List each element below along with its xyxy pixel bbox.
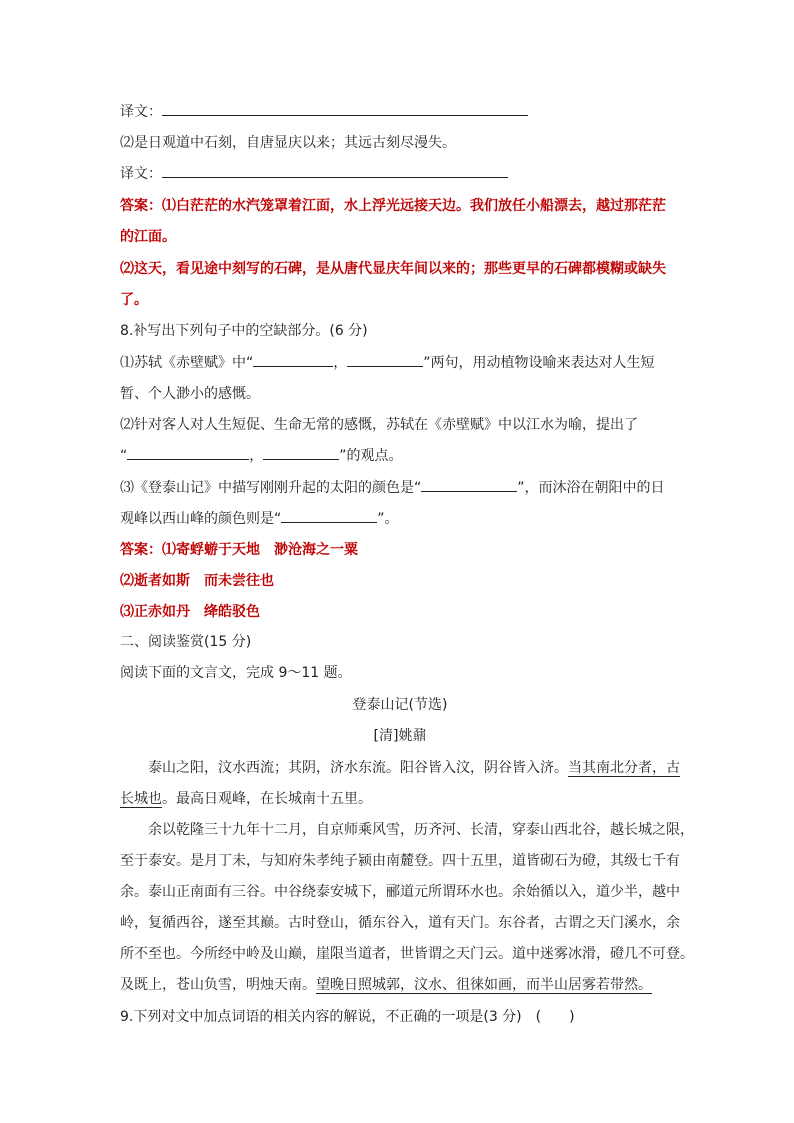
text-span: ，: [333, 355, 348, 371]
answer-blank: [162, 101, 528, 116]
fill-blank: [347, 352, 423, 367]
passage-paragraph-2-line-4: 岭，复循西谷，遂至其巅。古时登山，循东谷入，道有天门。东谷者，古谓之天门溪水，余: [120, 915, 680, 931]
question-8-1-line-1: [120, 352, 655, 374]
answer-8-1: 答案：⑴寄蜉蝣于天地 渺沧海之一粟: [120, 542, 358, 558]
passage-paragraph-1-line-2: [120, 788, 372, 810]
answer-8-2: ⑵逝者如斯 而未尝往也: [120, 573, 274, 589]
question-8-3-line-2: [120, 508, 399, 530]
text-span: ⑶《登泰山记》中描写刚刚升起的太阳的颜色是“: [120, 480, 422, 496]
text-span: ”，而沐浴在朝阳中的日: [517, 480, 665, 496]
question-8-2-line-1: ⑵针对客人对人生短促、生命无常的感慨，苏轼在《赤壁赋》中以江水为喻，提出了: [120, 417, 638, 433]
translation-line-1: [120, 101, 528, 123]
underlined-sentence: 当其南北分者，古: [568, 760, 680, 776]
passage-paragraph-2-line-6: [120, 974, 652, 996]
reading-instruction: 阅读下面的文言文，完成 9～11 题。: [120, 665, 352, 681]
answer-blank: [162, 163, 508, 178]
text-span: ”两句，用动植物设喻来表达对人生短: [423, 355, 655, 371]
text-span: ”。: [377, 511, 399, 527]
underlined-sentence: 长城也: [120, 791, 162, 807]
passage-paragraph-2-line-3: 余。泰山正南面有三谷。中谷绕泰安城下，郦道元所谓环水也。余始循以入，道少半，越中: [120, 884, 680, 900]
question-sentence-2: ⑵是日观道中石刻，自唐显庆以来；其远古刻尽漫失。: [120, 135, 456, 151]
answer-1-line-1: 答案：⑴白茫茫的水汽笼罩着江面，水上浮光远接天边。我们放任小船漂去，越过那茫茫: [120, 198, 666, 214]
passage-paragraph-2-line-5: 所不至也。今所经中岭及山巅，崖限当道者，世皆谓之天门云。道中迷雾冰滑，磴几不可登。: [120, 946, 694, 962]
passage-author: [清]姚鼐: [373, 728, 427, 744]
text-span: 泰山之阳，汶水西流；其阴，济水东流。阳谷皆入汶，阴谷皆入济。: [148, 760, 568, 776]
text-span: 及既上，苍山负雪，明烛天南。: [120, 977, 316, 993]
section-heading: 二、阅读鉴赏(15 分): [120, 634, 252, 650]
question-8-title: 8.补写出下列句子中的空缺部分。(6 分): [120, 323, 368, 339]
translation-label: 译文：: [120, 166, 162, 182]
answer-1-line-2: 的江面。: [120, 229, 176, 245]
translation-line-2: [120, 163, 508, 185]
fill-blank: [263, 445, 339, 460]
question-9: 9.下列对文中加点词语的相关内容的解说，不正确的一项是(3 分) ( ): [120, 1009, 575, 1025]
text-span: ，: [249, 448, 264, 464]
text-span: ”的观点。: [339, 448, 403, 464]
passage-paragraph-1-line-1: [120, 757, 680, 779]
question-8-3-line-1: [120, 477, 665, 499]
question-8-1-line-2: 暂、个人渺小的感慨。: [120, 386, 260, 402]
translation-label: 译文：: [120, 104, 162, 120]
text-span: 。最高日观峰，在长城南十五里。: [162, 791, 372, 807]
passage-title: 登泰山记(节选): [352, 697, 448, 713]
fill-blank: [127, 445, 249, 460]
question-8-2-line-2: [120, 445, 403, 467]
passage-paragraph-2-line-1: 余以乾隆三十九年十二月，自京师乘风雪，历齐河、长清，穿泰山西北谷，越长城之限，: [148, 822, 694, 838]
text-span: 观峰以西山峰的颜色则是“: [120, 511, 282, 527]
text-span: “: [120, 448, 128, 464]
fill-blank: [253, 352, 333, 367]
fill-blank: [281, 508, 377, 523]
answer-2-line-2: 了。: [120, 292, 148, 308]
text-span: ⑴苏轼《赤壁赋》中“: [120, 355, 254, 371]
answer-8-3: ⑶正赤如丹 绛皓驳色: [120, 604, 260, 620]
passage-paragraph-2-line-2: 至于泰安。是月丁未，与知府朱孝纯子颍由南麓登。四十五里，道皆砌石为磴，其级七千有: [120, 853, 680, 869]
underlined-sentence: 望晚日照城郭，汶水、徂徕如画，而半山居雾若带然。: [316, 977, 652, 993]
answer-2-line-1: ⑵这天，看见途中刻写的石碑，是从唐代显庆年间以来的；那些更早的石碑都模糊或缺失: [120, 261, 666, 277]
fill-blank: [421, 477, 517, 492]
